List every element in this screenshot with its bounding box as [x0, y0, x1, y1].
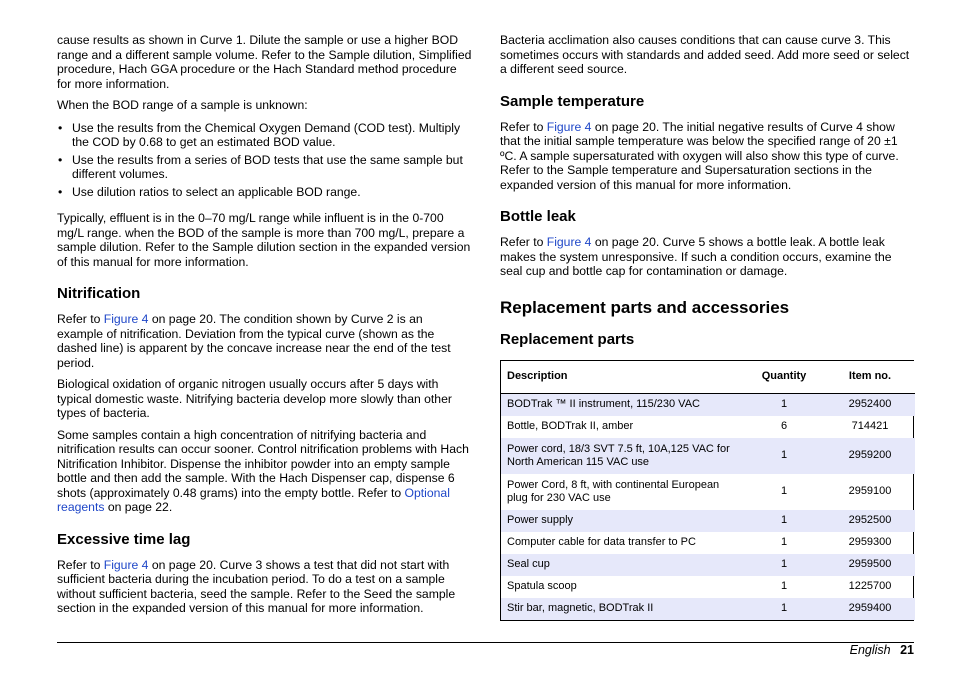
cell-quantity: 1: [780, 580, 788, 592]
cell-quantity: 1: [743, 393, 825, 416]
page-number: 21: [900, 643, 914, 657]
heading-excessive-time-lag: Excessive time lag: [57, 530, 191, 548]
footer-divider: [57, 642, 914, 643]
cell-description: BODTrak ™ II instrument, 115/230 VAC: [501, 393, 743, 416]
cell-quantity: 1: [780, 536, 788, 548]
cell-quantity: 1: [743, 438, 825, 474]
paragraph-bottle-leak: Refer to Figure 4 on page 20. Curve 5 shows a bottle leak. A bottle leak makes the system unresponsive. If such a condition occurs, examine the seal cup and bottle cap for contamination or damage.: [500, 235, 892, 278]
paragraph-nitrification-2: Biological oxidation of organic nitrogen usually occurs after 5 days with typical domestic waste. Nitrifying bacteria develop more slowly than other types of bacteria.: [57, 377, 452, 420]
cell-item-no: 2959100: [848, 485, 892, 497]
footer-language: English: [849, 643, 891, 657]
cell-quantity: 1: [780, 485, 788, 497]
table-row: [501, 393, 915, 416]
cell-description: Power supply: [501, 510, 743, 532]
cell-item-no: 714421: [851, 420, 889, 432]
cell-item-no: 2952500: [825, 510, 915, 532]
optional-reagents-link[interactable]: Optional reagents: [57, 485, 450, 514]
cell-description: Spatula scoop: [507, 580, 577, 592]
table-row: [501, 416, 915, 438]
bod-range-list: [57, 121, 472, 200]
cell-quantity: 6: [780, 420, 788, 432]
paragraph-nitrification-3: Some samples contain a high concentration of nitrifying bacteria and nitrification results can occur sooner. Control nitrification problems with Hach Nitrification Inhibitor. Dispense the inhibitor powder into an empty sample bottle and then add the sample. With the Hach Dispenser cap, dispense 6 shots (approximately 0.48 grams) into the empty bottle. Refer to Optional reagents on page 22.: [57, 427, 469, 514]
list-item: • Use dilution ratios to select an applicable BOD range.: [57, 185, 472, 200]
list-item: • Use the results from the Chemical Oxygen Demand (COD test). Multiply the COD by 0.68 to get an estimated BOD value.: [57, 121, 472, 150]
heading-bottle-leak: Bottle leak: [500, 208, 576, 225]
column-header-quantity: Quantity: [743, 361, 825, 394]
cell-quantity: 1: [743, 598, 825, 620]
cell-quantity: 1: [743, 510, 825, 532]
column-header-item-no: Item no.: [825, 361, 915, 394]
cell-item-no: 2959300: [848, 536, 892, 548]
cell-description: Power Cord, 8 ft, with continental European plug for 230 VAC use: [507, 478, 720, 504]
cell-item-no: 2959400: [825, 598, 915, 620]
figure-4-link[interactable]: Figure 4: [103, 557, 149, 572]
cell-description: Seal cup: [501, 554, 743, 576]
figure-4-link[interactable]: Figure 4: [546, 119, 592, 134]
cell-quantity: 1: [743, 554, 825, 576]
cell-description: Stir bar, magnetic, BODTrak II: [501, 598, 743, 620]
heading-replacement-parts: Replacement parts: [500, 330, 635, 348]
figure-4-link[interactable]: Figure 4: [546, 235, 592, 249]
cell-item-no: 2959200: [825, 438, 915, 474]
page-footer: [850, 643, 914, 657]
cell-item-no: 1225700: [848, 580, 892, 592]
table-row: [501, 438, 915, 474]
cell-description: Power cord, 18/3 SVT 7.5 ft, 10A,125 VAC for North American 115 VAC use: [501, 438, 743, 474]
list-item: • Use the results from a series of BOD tests that use the same sample but different volumes.: [57, 153, 472, 182]
cell-description: Computer cable for data transfer to PC: [507, 536, 696, 548]
paragraph-acclimation: Bacteria acclimation also causes conditions that can cause curve 3. This sometimes occurs with standards and added seed. Add more seed or select a different seed source.: [500, 33, 910, 76]
heading-nitrification: Nitrification: [57, 285, 141, 302]
figure-4-link[interactable]: Figure 4: [103, 312, 149, 326]
table-row: [501, 474, 915, 510]
table-row: [501, 510, 915, 532]
table-row: [501, 598, 915, 620]
heading-replacement-parts-accessories: Replacement parts and accessories: [500, 297, 790, 317]
paragraph-sample-temperature: Refer to Figure 4 on page 20. The initial negative results of Curve 4 show that the initial sample temperature was below the specified range of 20 ±1 ºC. A sample supersaturated with oxygen will also show this type of curve. Refer to the Sample temperature and Supersaturation sections in the expanded version of this manual for more information.: [500, 119, 899, 192]
paragraph-effluent: Typically, effluent is in the 0–70 mg/L range while influent is in the 0-700 mg/L range. when the BOD of the sample is more than 700 mg/L, prepare a sample dilution. Refer to the Sample dilution section in the expanded version of this manual for more information.: [57, 211, 471, 269]
table-header-row: [501, 361, 915, 394]
cell-item-no: 2959500: [825, 554, 915, 576]
table-row: [501, 532, 915, 554]
paragraph-nitrification-1: Refer to Figure 4 on page 20. The condition shown by Curve 2 is an example of nitrification. Deviation from the typical curve (shown as the dashed line) is apparent by the concave increase near the end of the test period.: [57, 312, 451, 370]
column-header-description: Description: [501, 361, 743, 394]
paragraph-curve1: cause results as shown in Curve 1. Dilute the sample or use a higher BOD range and a different sample volume. Refer to the Sample dilution, Simplified procedure, Hach GGA procedure or the Hach Standard method procedure for more information.: [57, 33, 472, 91]
table-row: [501, 576, 915, 598]
replacement-parts-table: [500, 360, 914, 621]
right-column: [500, 33, 914, 621]
cell-item-no: 2952400: [825, 393, 915, 416]
paragraph-unknown-range: When the BOD range of a sample is unknown:: [57, 98, 308, 112]
table-row: [501, 554, 915, 576]
paragraph-excessive-time-lag: Refer to Figure 4 on page 20. Curve 3 shows a test that did not start with sufficient bacteria during the incubation period. To do a test on a sample without sufficient bacteria, seed the sample. Refer to the Seed the sample section in the expanded version of this manual for more information.: [57, 557, 456, 615]
heading-sample-temperature: Sample temperature: [500, 92, 645, 110]
left-column: [57, 33, 472, 623]
cell-description: Bottle, BODTrak II, amber: [507, 420, 634, 432]
